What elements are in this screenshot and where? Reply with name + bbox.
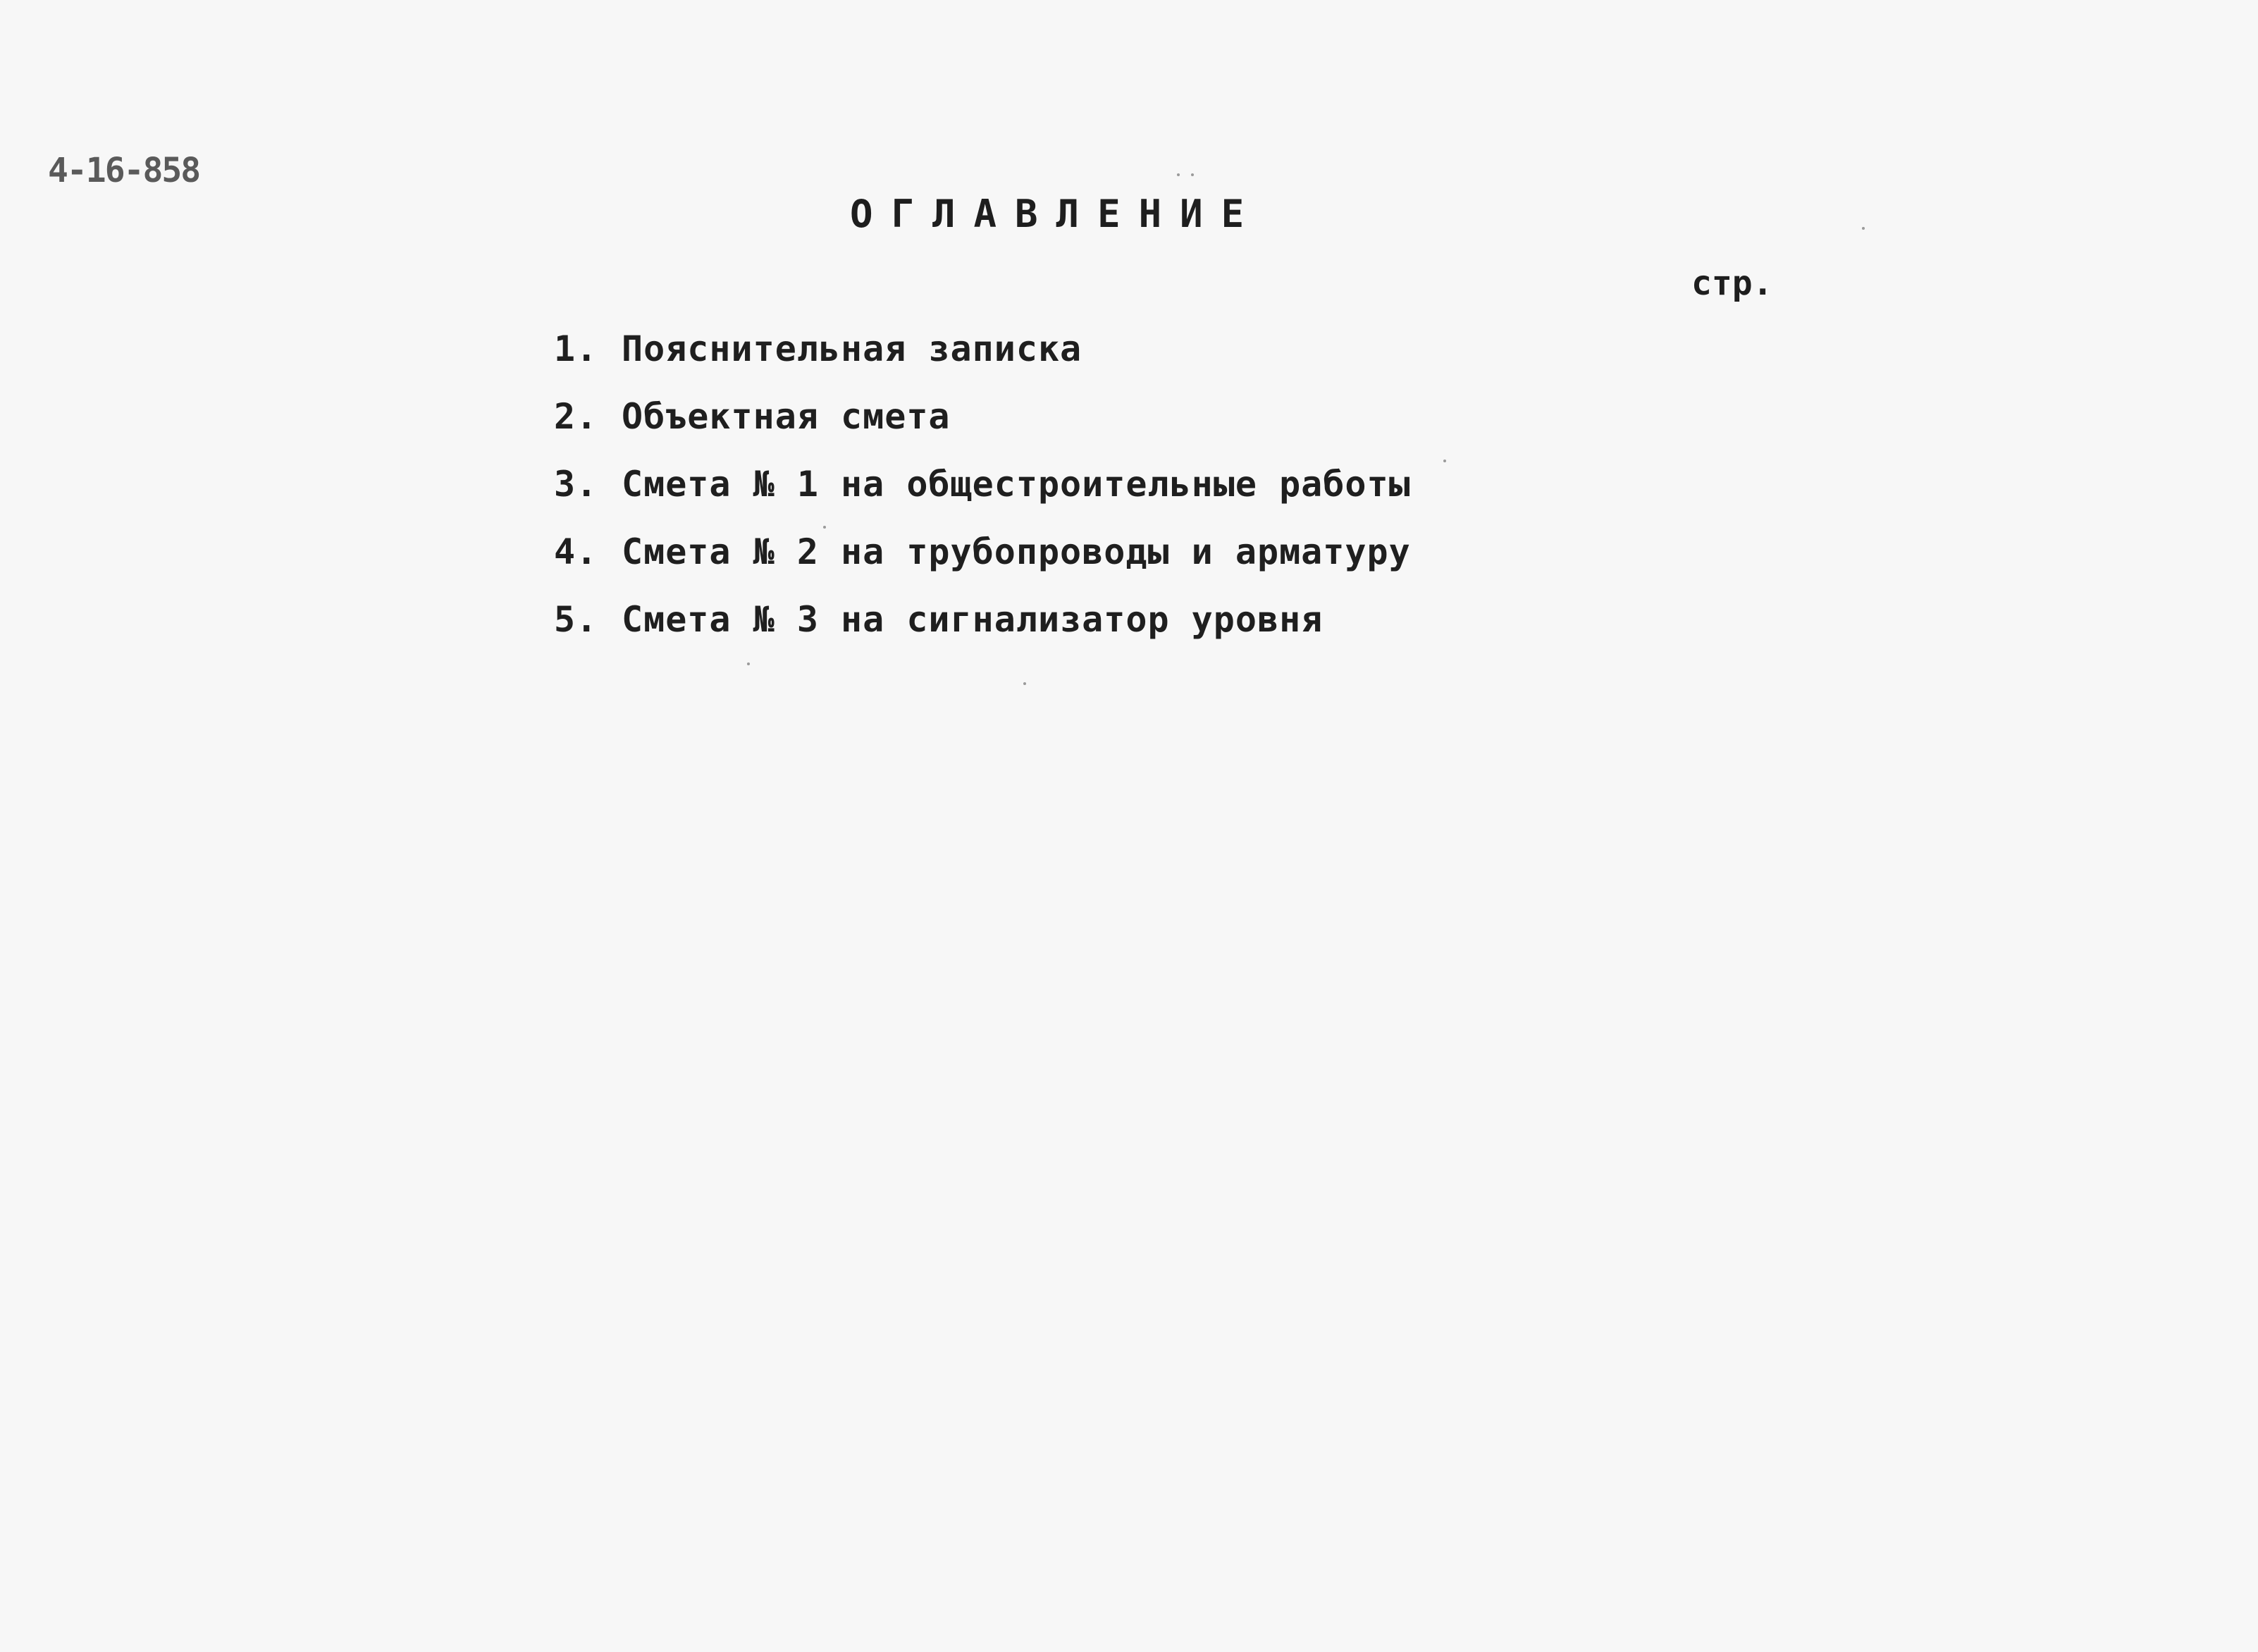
scan-speck xyxy=(1862,227,1865,230)
scan-speck xyxy=(1023,682,1026,685)
toc-item-number: 2. xyxy=(554,396,598,437)
toc-item xyxy=(554,328,1411,396)
scan-speck xyxy=(1443,460,1446,462)
toc-item-text: Объектная смета xyxy=(622,396,951,437)
scan-speck xyxy=(1177,173,1180,176)
toc-item xyxy=(554,599,1411,667)
toc-item-text: Смета № 2 на трубопроводы и арматуру xyxy=(622,531,1411,572)
toc-item-number: 3. xyxy=(554,464,598,505)
toc-item xyxy=(554,531,1411,599)
scan-speck xyxy=(1191,173,1194,176)
toc-item xyxy=(554,396,1411,464)
scan-speck xyxy=(747,662,750,665)
page-column-label: стр. xyxy=(1691,264,1773,303)
scan-speck xyxy=(823,526,826,529)
document-code: 4-16-858 xyxy=(48,151,200,190)
toc-item xyxy=(554,464,1411,531)
toc-item-text: Пояснительная записка xyxy=(622,328,1082,369)
document-title: ОГЛАВЛЕНИЕ xyxy=(850,192,1263,236)
toc-item-text: Смета № 1 на общестроительные работы xyxy=(622,464,1411,505)
toc-item-text: Смета № 3 на сигнализатор уровня xyxy=(622,599,1324,640)
table-of-contents xyxy=(554,328,1411,667)
toc-item-number: 5. xyxy=(554,599,598,640)
toc-item-number: 1. xyxy=(554,328,598,369)
toc-item-number: 4. xyxy=(554,531,598,572)
